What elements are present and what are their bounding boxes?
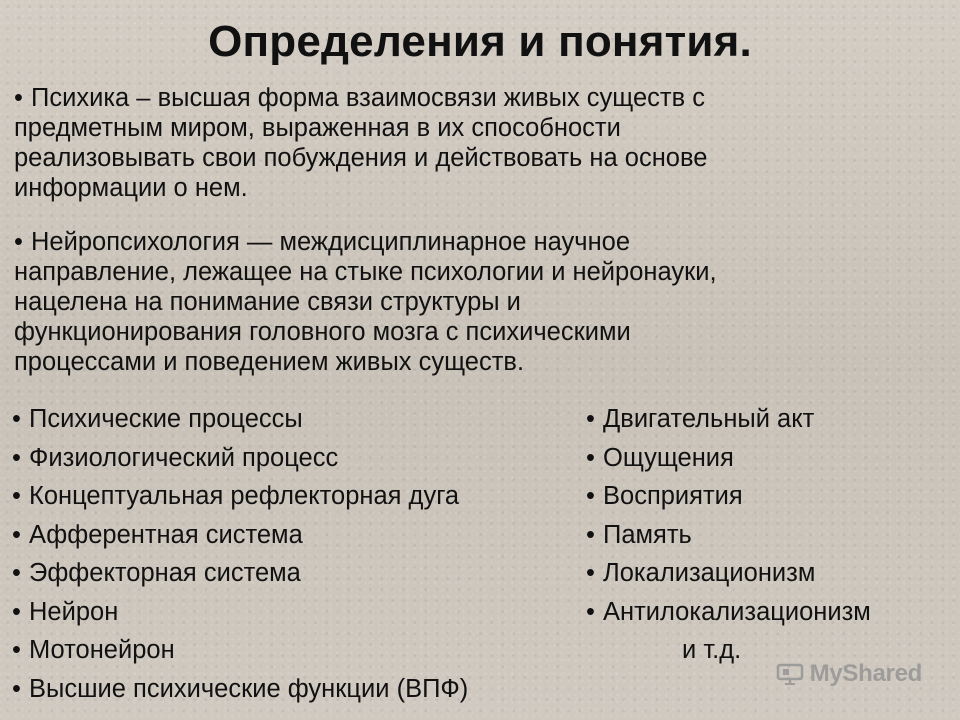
bullet-icon: • [586,559,595,587]
bullet-icon: • [12,674,21,703]
definition-neuropsychology [14,227,934,377]
slide-title: Определения и понятия. [208,17,752,66]
list-item: • Афферентная система [12,516,592,555]
list-item: • Высшие психические функции (ВПФ) [12,670,592,709]
list-item: • Психические процессы [12,400,592,439]
bullet-icon: • [586,405,595,433]
bullet-icon: • [586,482,595,510]
presentation-board-icon [776,663,804,685]
list-item: • Память [586,516,956,555]
list-item: • Физиологический процесс [12,439,592,478]
definition-line: процессами и поведением живых существ. [14,348,525,376]
definition-line: функционирования головного мозга с психическими [14,318,631,346]
bullet-icon: • [12,520,21,549]
list-item: • Нейрон [12,593,592,632]
list-tail: и т.д. [682,636,742,664]
list-item: • Ощущения [586,439,956,478]
bullet-icon: • [12,597,21,626]
bullet-icon: • [586,520,595,549]
list-item: • Концептуальная рефлекторная дуга [12,477,592,516]
bullet-icon: • [14,84,23,112]
bullet-icon: • [586,443,595,472]
definition-line: Психика – высшая форма взаимосвязи живых существ с [31,84,705,112]
bullet-icon: • [12,405,21,433]
definition-line: Нейропсихология — междисциплинарное научное [31,228,631,256]
bullet-icon: • [12,482,21,510]
terms-list-left [12,400,592,708]
definition-line: информации о нем. [14,174,248,202]
bullet-icon: • [12,443,21,472]
definition-line: направление, лежащее на стыке психологии и нейронауки, [14,258,717,286]
bullet-icon: • [14,228,23,256]
definition-line: предметным миром, выраженная в их способности [14,114,621,142]
list-item: • Антилокализационизм [586,593,956,632]
list-item: • Эффекторная система [12,554,592,593]
definition-line: нацелена на понимание связи структуры и [14,288,521,316]
definition-psyche [14,83,934,203]
list-item: • Восприятия [586,477,956,516]
list-item: • Мотонейрон [12,631,592,670]
list-item: • Локализационизм [586,554,956,593]
bullet-icon: • [12,559,21,587]
bullet-icon: • [586,597,595,626]
watermark [776,660,922,688]
terms-list-right [586,400,956,670]
bullet-icon: • [12,636,21,664]
watermark-text: MyShared [809,660,922,687]
definition-line: реализовывать свои побуждения и действовать на основе [14,144,708,172]
list-item: • Двигательный акт [586,400,956,439]
